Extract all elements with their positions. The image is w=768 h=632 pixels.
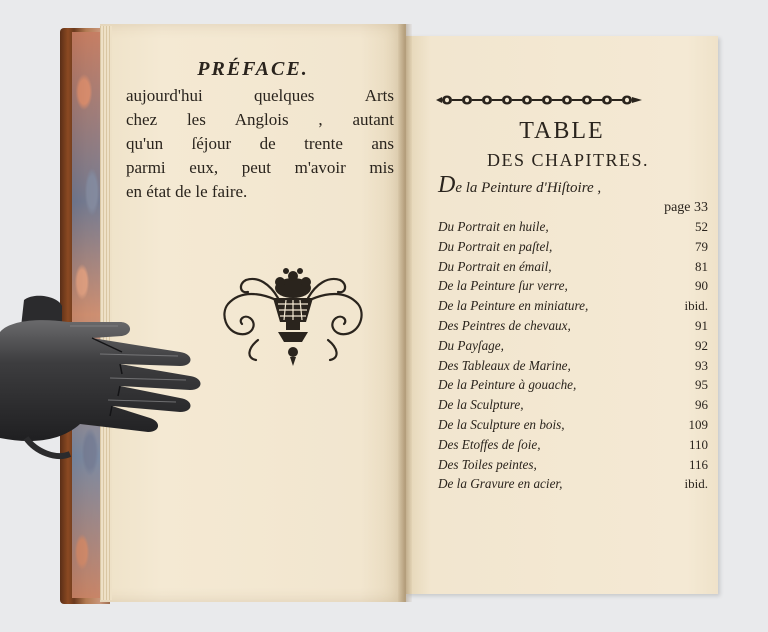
toc-entry [438,435,708,455]
toc-entry-page: 52 [695,219,708,234]
toc-entry-page: 90 [695,278,708,294]
toc-entry-page: 110 [688,436,708,452]
toc-entry-title: Du Portrait en émail, [438,258,552,274]
toc-entry-page: 93 [695,357,708,373]
ornamental-band-icon [436,91,642,109]
toc-entry-title [438,174,601,199]
left-page-header: PRÉFACE. [197,58,309,80]
table-of-contents [438,174,708,494]
toc-entry [438,455,708,475]
toc-entry [438,415,708,435]
text-line: chez les Anglois , autant [126,110,394,129]
toc-entry [438,276,708,296]
fleuron-basket-icon [218,262,368,368]
toc-entry [438,257,708,277]
toc-entry [438,336,708,356]
toc-entry [438,217,708,237]
toc-entry-page: ibid. [684,476,708,492]
toc-entry [438,375,708,395]
toc-entry-title: Des Peintres de chevaux, [438,317,571,333]
toc-entry-title: De la Sculpture en bois, [438,416,565,432]
toc-entry-title: De la Sculpture, [438,397,524,413]
drop-capital: D [438,172,456,198]
text-line: qu'un ſéjour de trente ans [126,134,394,153]
toc-entry-page: 116 [688,456,708,472]
toc-entry-title: Du Portrait en huile, [438,219,549,234]
toc-entries [438,217,708,494]
text-line: en état de le faire. [126,182,248,201]
toc-entry-title-text: e la Peinture d'Hiſtoire , [455,180,602,196]
toc-entry-page: page 33 [664,200,708,215]
toc-entry [438,316,708,336]
toc-entry-title: Des Tableaux de Marine, [438,357,571,373]
toc-entry-title: Du Portrait en paſtel, [438,238,553,254]
toc-entry-title: Des Toiles peintes, [438,456,537,472]
toc-entry-page: 79 [695,238,708,254]
toc-entry-page: 92 [695,337,708,353]
toc-entry-page: 109 [688,416,708,432]
toc-entry-title: Du Payſage, [438,337,504,353]
toc-entry [438,174,708,199]
toc-entry-title: Des Etoffes de ſoie, [438,436,541,452]
toc-entry-title: De la Peinture en miniature, [438,298,589,314]
toc-title: TABLE [519,118,605,144]
toc-entry [438,356,708,376]
toc-entry-page: 81 [695,258,708,274]
toc-entry-title: De la Peinture ſur verre, [438,278,568,294]
toc-entry-title: De la Peinture à gouache, [438,377,577,393]
toc-entry-page: ibid. [684,298,708,314]
metal-hand-bookmark [0,292,216,468]
toc-entry-page: 91 [695,317,708,333]
toc-entry [438,296,708,316]
toc-subtitle: DES CHAPITRES. [486,150,650,170]
book-gutter [398,24,412,602]
text-line: aujourd'hui quelques Arts [126,86,394,105]
toc-entry-page: 96 [695,397,708,413]
toc-entry [438,237,708,257]
toc-entry [438,474,708,494]
toc-entry-title: De la Gravure en acier, [438,476,563,492]
toc-entry [438,395,708,415]
left-page-text [126,84,394,204]
text-line: parmi eux, peut m'avoir mis [126,158,394,177]
toc-entry-page: 95 [695,377,708,393]
